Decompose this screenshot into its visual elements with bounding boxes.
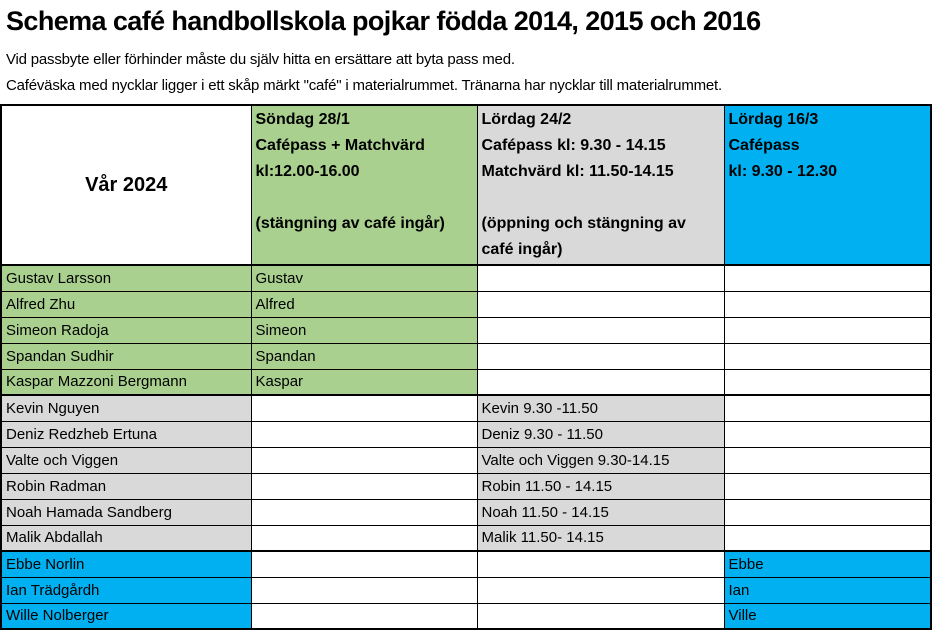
schedule-body xyxy=(1,265,931,629)
shift-header-line: Cafépass + Matchvärd xyxy=(255,137,425,155)
table-row xyxy=(1,291,931,317)
player-name-cell: Ian Trädgårdh xyxy=(1,577,251,603)
shift-cell-saturday-16-3 xyxy=(724,265,931,291)
shift-cell-sunday-28-1 xyxy=(251,551,477,577)
player-name-cell: Alfred Zhu xyxy=(1,291,251,317)
table-row xyxy=(1,473,931,499)
shift-cell-saturday-16-3 xyxy=(724,395,931,421)
note-substitute-rule: Vid passbyte eller förhinder måste du själv hitta en ersättare att byta pass med. xyxy=(6,51,515,69)
table-row xyxy=(1,447,931,473)
shift-cell-saturday-24-2: Kevin 9.30 -11.50 xyxy=(477,395,724,421)
shift-cell-saturday-24-2 xyxy=(477,317,724,343)
shift-cell-saturday-16-3 xyxy=(724,421,931,447)
shift-cell-saturday-24-2: Deniz 9.30 - 11.50 xyxy=(477,421,724,447)
shift-cell-saturday-16-3: Ville xyxy=(724,603,931,629)
table-row xyxy=(1,265,931,291)
player-name-cell: Wille Nolberger xyxy=(1,603,251,629)
shift-cell-sunday-28-1: Simeon xyxy=(251,317,477,343)
shift-column-header-saturday-24-2 xyxy=(477,105,724,265)
shift-header-line: Söndag 28/1 xyxy=(255,111,350,129)
shift-cell-saturday-24-2: Valte och Viggen 9.30-14.15 xyxy=(477,447,724,473)
player-name-cell: Noah Hamada Sandberg xyxy=(1,499,251,525)
table-row xyxy=(1,603,931,629)
shift-cell-saturday-16-3 xyxy=(724,317,931,343)
table-row xyxy=(1,343,931,369)
shift-cell-saturday-24-2 xyxy=(477,369,724,395)
table-row xyxy=(1,395,931,421)
player-name-cell: Gustav Larsson xyxy=(1,265,251,291)
shift-cell-sunday-28-1: Kaspar xyxy=(251,369,477,395)
shift-header-line: (öppning och stängning av café ingår) xyxy=(481,215,686,259)
table-row xyxy=(1,499,931,525)
shift-cell-saturday-16-3 xyxy=(724,473,931,499)
shift-header-line: kl: 9.30 - 12.30 xyxy=(728,163,838,181)
shift-header-line: (stängning av café ingår) xyxy=(255,215,445,233)
note-keys-location: Caféväska med nycklar ligger i ett skåp märkt "café" i materialrummet. Tränarna har nycklar till materialrummet. xyxy=(6,77,722,95)
shift-cell-sunday-28-1 xyxy=(251,447,477,473)
shift-cell-sunday-28-1: Spandan xyxy=(251,343,477,369)
shift-cell-sunday-28-1 xyxy=(251,577,477,603)
schedule-table xyxy=(0,104,932,630)
shift-cell-saturday-16-3: Ian xyxy=(724,577,931,603)
shift-cell-saturday-16-3 xyxy=(724,369,931,395)
table-row xyxy=(1,551,931,577)
shift-cell-saturday-24-2 xyxy=(477,291,724,317)
shift-cell-saturday-24-2 xyxy=(477,343,724,369)
shift-cell-saturday-24-2 xyxy=(477,265,724,291)
season-header-cell: Vår 2024 xyxy=(1,105,251,265)
shift-cell-saturday-24-2 xyxy=(477,603,724,629)
player-name-cell: Kevin Nguyen xyxy=(1,395,251,421)
shift-cell-saturday-24-2: Malik 11.50- 14.15 xyxy=(477,525,724,551)
player-name-cell: Malik Abdallah xyxy=(1,525,251,551)
shift-cell-sunday-28-1: Gustav xyxy=(251,265,477,291)
table-row xyxy=(1,421,931,447)
player-name-cell: Valte och Viggen xyxy=(1,447,251,473)
shift-cell-sunday-28-1 xyxy=(251,525,477,551)
table-row xyxy=(1,577,931,603)
shift-cell-saturday-24-2: Robin 11.50 - 14.15 xyxy=(477,473,724,499)
table-row xyxy=(1,369,931,395)
shift-cell-sunday-28-1 xyxy=(251,603,477,629)
shift-column-header-sunday-28-1 xyxy=(251,105,477,265)
page-title: Schema café handbollskola pojkar födda 2014, 2015 och 2016 xyxy=(6,6,761,36)
shift-cell-sunday-28-1 xyxy=(251,473,477,499)
shift-header-line xyxy=(482,185,720,211)
table-row xyxy=(1,317,931,343)
player-name-cell: Deniz Redzheb Ertuna xyxy=(1,421,251,447)
shift-cell-saturday-16-3 xyxy=(724,291,931,317)
shift-cell-sunday-28-1 xyxy=(251,395,477,421)
header-row xyxy=(1,105,931,265)
player-name-cell: Ebbe Norlin xyxy=(1,551,251,577)
shift-cell-saturday-16-3 xyxy=(724,447,931,473)
shift-cell-sunday-28-1 xyxy=(251,499,477,525)
shift-cell-saturday-16-3 xyxy=(724,499,931,525)
shift-header-line xyxy=(256,185,473,211)
player-name-cell: Robin Radman xyxy=(1,473,251,499)
table-row xyxy=(1,525,931,551)
shift-header-line: Lördag 16/3 xyxy=(728,111,819,129)
shift-cell-saturday-24-2 xyxy=(477,551,724,577)
shift-cell-sunday-28-1: Alfred xyxy=(251,291,477,317)
shift-header-line: Cafépass kl: 9.30 - 14.15 xyxy=(481,137,666,155)
shift-column-header-saturday-16-3 xyxy=(724,105,931,265)
shift-cell-saturday-16-3: Ebbe xyxy=(724,551,931,577)
shift-cell-saturday-16-3 xyxy=(724,525,931,551)
shift-header-line: Lördag 24/2 xyxy=(481,111,572,129)
player-name-cell: Spandan Sudhir xyxy=(1,343,251,369)
shift-cell-saturday-24-2: Noah 11.50 - 14.15 xyxy=(477,499,724,525)
shift-header-line: Matchvärd kl: 11.50-14.15 xyxy=(481,163,674,181)
shift-header-line: kl:12.00-16.00 xyxy=(255,163,360,181)
shift-header-line: Cafépass xyxy=(728,137,800,155)
shift-cell-sunday-28-1 xyxy=(251,421,477,447)
shift-cell-saturday-24-2 xyxy=(477,577,724,603)
player-name-cell: Kaspar Mazzoni Bergmann xyxy=(1,369,251,395)
player-name-cell: Simeon Radoja xyxy=(1,317,251,343)
shift-cell-saturday-16-3 xyxy=(724,343,931,369)
